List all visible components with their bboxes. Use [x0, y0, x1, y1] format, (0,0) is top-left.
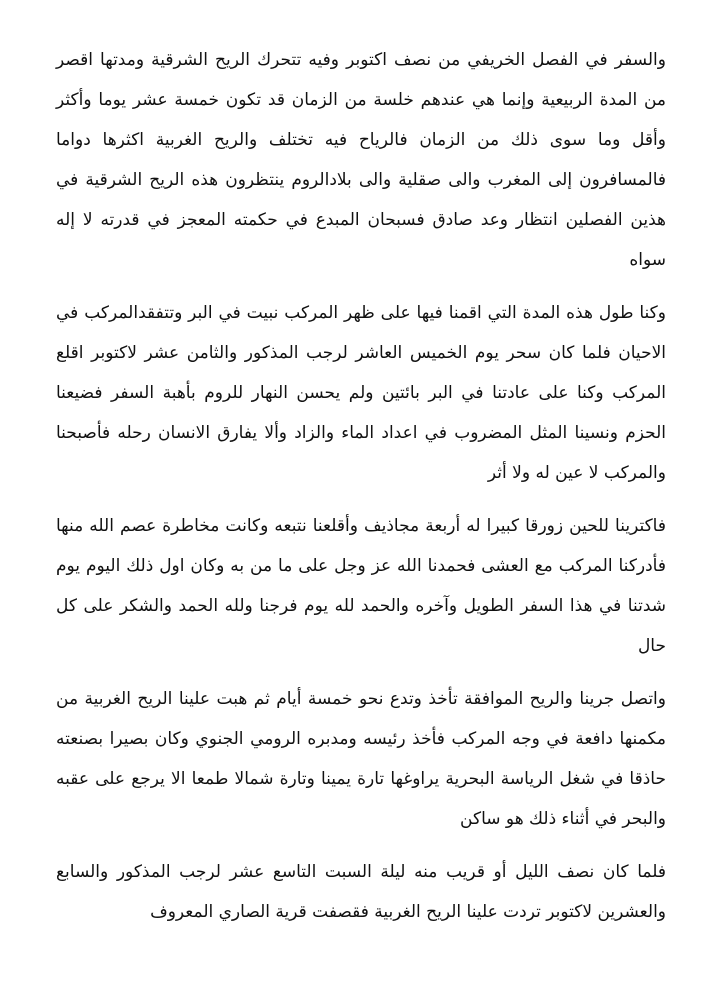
document-page: [56, 40, 666, 945]
paragraph-3: فاكترينا للحين زورقا كبيرا له أربعة مجاذيف وأقلعنا نتبعه وكانت مخاطرة عصم الله منها فأدركنا المركب مع العشى فحمدنا الله عز وجل على ما من به وكان اول ذلك اليوم يوم شدتنا في هذا السفر الطويل وآخره والحمد لله يوم فرجنا ولله الحمد والشكر على كل حال: [56, 516, 666, 656]
paragraph-5: فلما كان نصف الليل أو قريب منه ليلة السبت التاسع عشر لرجب المذكور والسابع والعشرين لاكتوبر تردت علينا الريح الغربية فقصفت قرية الصاري المعروف: [56, 862, 666, 922]
paragraph-4: واتصل جرينا والريح الموافقة تأخذ وتدع نحو خمسة أيام ثم هبت علينا الريح الغربية من مكمنها دافعة في وجه المركب فأخذ رئيسه ومدبره الرومي الجنوي وكان بصيرا بصنعته حاذقا في شغل الرياسة البحرية يراوغها تارة يمينا وتارة شمالا طمعا الا يرجع على عقبه والبحر في أثناء ذلك هو ساكن: [56, 689, 666, 829]
paragraph-2: وكنا طول هذه المدة التي اقمنا فيها على ظهر المركب نبيت في البر وتتفقدالمركب في الاحيان فلما كان سحر يوم الخميس العاشر لرجب المذكور والثامن عشر لاكتوبر اقلع المركب وكنا على عادتنا في البر بائتين ولم يحسن النهار للروم بأهبة السفر فضيعنا الحزم ونسينا المثل المضروب في اعداد الماء والزاد وألا يفارق الانسان رحله فأصبحنا والمركب لا عين له ولا أثر: [56, 303, 666, 483]
paragraph-1: والسفر في الفصل الخريفي من نصف اكتوبر وفيه تتحرك الريح الشرقية ومدتها اقصر من المدة الربيعية وإنما هي عندهم خلسة من الزمان قد تكون خمسة عشر يوما وأكثر وأقل وما سوى ذلك من الزمان فالرياح فيه تختلف والريح الغربية اكثرها دواما فالمسافرون إلى المغرب والى صقلية والى بلادالروم ينتظرون هذه الريح الشرقية في هذين الفصلين انتظار وعد صادق فسبحان المبدع في حكمته المعجز في قدرته لا إله سواه: [56, 50, 666, 270]
